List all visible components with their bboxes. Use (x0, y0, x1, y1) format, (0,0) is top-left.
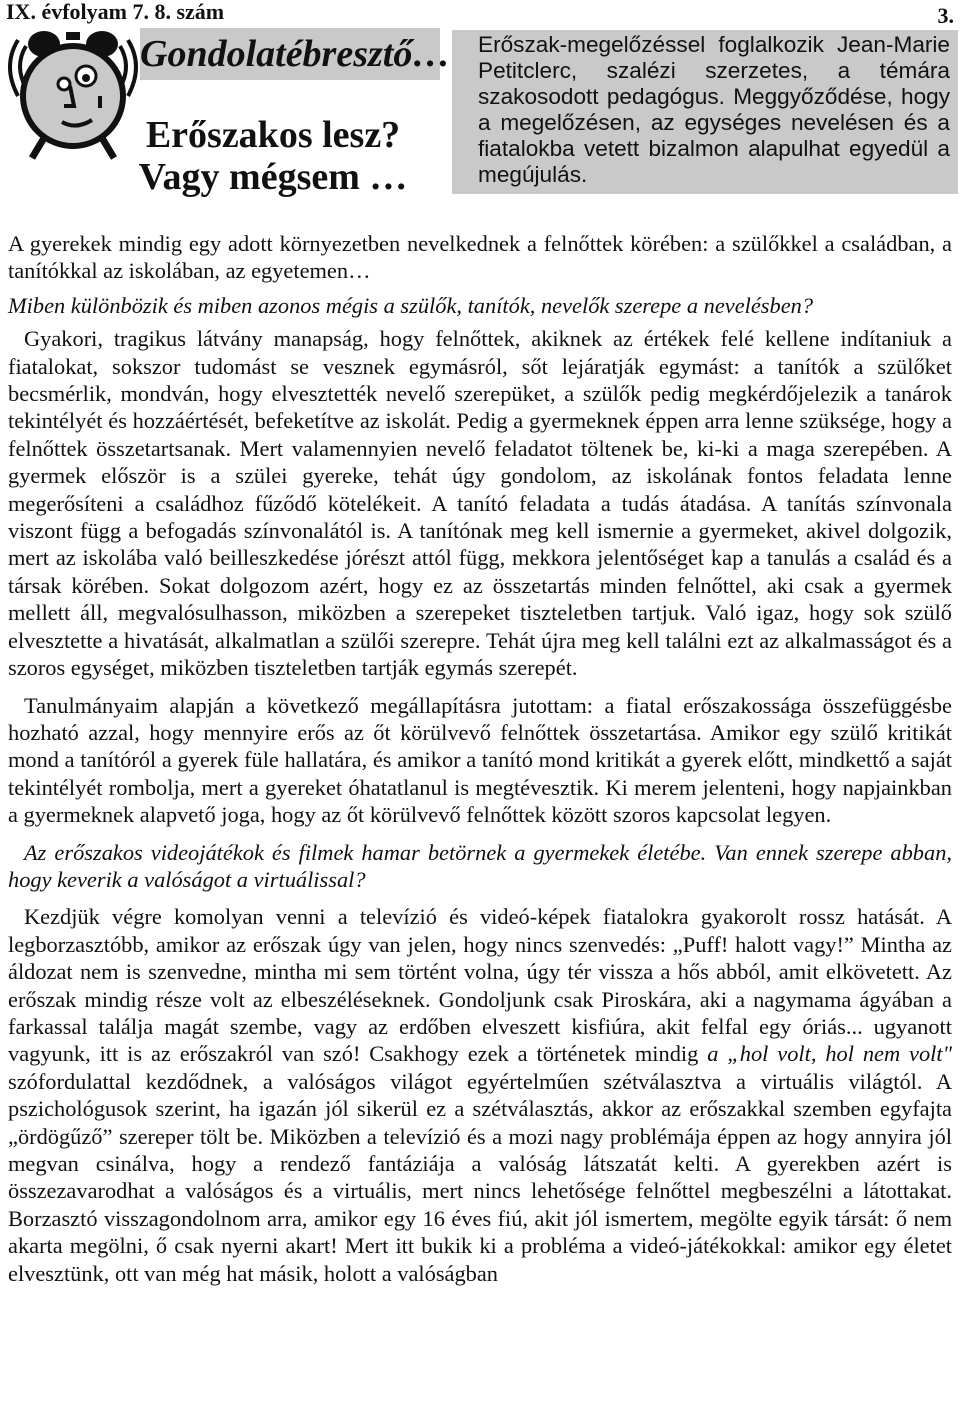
page-number: 3. (937, 3, 954, 28)
kicker-box (140, 28, 451, 80)
question-1: Miben különbözik és miben azonos mégis a szülők, tanítók, nevelők szerepe a nevelésben? (8, 292, 814, 318)
lead-text: Erőszak-megelőzéssel foglalkozik Jean-Marie Petitclerc, szalézi szerzetes, a témára szakosodott pedagógus. Meggyőződése, hogy a megelőzésen, az egységes nevelésen és a fiatalokba vetett bizalmon alapulhat egyedül a megújulás. (478, 32, 950, 187)
issue-label: IX. évfolyam 7. 8. szám (6, 0, 225, 24)
lead-box (452, 30, 958, 194)
title-line-2: Vagy mégsem … (138, 156, 408, 198)
article-body (8, 230, 952, 1287)
paragraph-4-part-b: szófordulattal kezdődnek, a valóságos világot egyértelműen szétválasztva a virtuális világtól. A pszichológusok szerint, ha igazán jól sikerül ez a szétválasztás, akkor az erőszakkal szemben egyfajta „ördögűző” szereper tölt be. Miközben a televízió és a mozi nagy problémája éppen az hogy annyira jól megvan csinálva, hogy a rendező fantáziája a valóság látszatát kelti. A gyerekben azért is összezavarodhat a valóságos és a virtuális, mert nincs lehetősége felnőttel megbeszélni a látottakat. Borzasztó visszagondolnom arra, amikor egy 16 éves fiú, akit jól ismertem, megölte egyik társát: ő nem akarta megölni, ő csak nyerni akart! Mert itt bukik ki a probléma a videó-játékokkal: amikor egy életet elvesztünk, ott van még hat másik, holott a valóságban (8, 1068, 952, 1286)
question-2: Az erőszakos videojátékok és filmek hamar betörnek a gyermekek életébe. Van ennek szerepe abban, hogy keverik a valóságot a virtuálissal? (8, 839, 952, 892)
paragraph-3: Tanulmányaim alapján a következő megállapításra jutottam: a fiatal erőszakossága összefüggésbe hozható azzal, hogy mennyire erős az őt körülvevő felnőttek összetartása. Amikor egy szülő kritikát mond a tanítóról a gyerek füle hallatára, és amikor a tanító mond kritikát a gyerek előtt, mindkettő a saját tekintélyét rombolja, mert a gyereket óhatatlanul is megtéveszti​k. Ki merem jelenteni, hogy napjainkban a gyermeknek alapvető joga, hogy az őt körülvevő felnőttek között szoros kapcsolat legyen. (8, 692, 952, 828)
title-line-1: Erőszakos lesz? (145, 114, 401, 156)
paragraph-4 (8, 903, 952, 1287)
paragraph-2: Gyakori, tragikus látvány manapság, hogy felnőttek, akiknek az értékek felé kellene indítaniuk a fiatalokat, sokszor tudomást se vesznek egymásról, sőt lejáratják egymást: a tanítók a szülőket becsmérlik, mondván, hogy elvesztették nevelő szerepüket, a szülők pedig megkérdőjelezik a tanárok tekintélyét és hozzáértését, befeketítve az iskolát. Pedig a gyermeknek éppen arra lenne szüksége, hogy a felnőttek összetartsanak. Mert valamennyien nevelő feladatot töltenek be, ki-ki a maga szerepében. A gyermek először is a szülei gyereke, tehát úgy gondolom, az iskolának fontos feladata lenne megerősíteni a családhoz fűződő kötelékeit. A tanító feladata a tudás átadása. A tanítás színvonala viszont függ a befogadás színvonalától is. A tanítónak meg kell ismernie a gyermeket, akivel dolgozik, mert az iskolába való beilleszkedése jórészt attól függ, mekkora jelentőséget kap a tanulás a család és a társak körében. Sokat dolgozom azért, hogy ez az összetartás minden felnőttel, aki csak a gyermek mellett áll, megvalósulhasson, miközben a szerepeket tiszteletben tartjuk. Való igaz, hogy sok szülő elvesztette a hivatását, alkalmatlan a szülői szerepre. Tehát újra meg kell találni ezt az alkalmasságot és a szoros egységet, miközben tiszteletben tartják egymás szerepét. (8, 326, 952, 681)
article-title (118, 114, 428, 198)
paragraph-4-part-a: Kezdjük végre komolyan venni a televízió és videó-képek fiatalokra gyakorolt rossz hatását. A legborzasztóbb, amikor az erőszak úgy van jelen, hogy nincs szenvedés: „Puff! halott vagy!” Mintha az áldozat nem is szenvedne, mintha mi sem történt volna, úgy tér vissza a hős abból, amit elkövetett. Az erőszak mindig része volt az elbeszéléseknek. Gondoljunk csak Piroskára, aki a nagymama ágyában a farkassal találja magát szembe, vagy az erdőben elveszett kisfiúra, akit felfal egy óriás... ugyanott vagyunk, itt is az erőszakról van szó! Csakhogy ezek a történetek mindig (8, 904, 952, 1067)
kicker: Gondolatébresztő… (140, 33, 451, 75)
paragraph-intro: A gyerekek mindig egy adott környezetben nevelkednek a felnőttek körében: a szülőkkel a családban, a tanítókkal az iskolában, az egyetemen… (8, 231, 952, 284)
paragraph-4-phrase: a „hol volt, hol nem volt" (707, 1041, 952, 1067)
